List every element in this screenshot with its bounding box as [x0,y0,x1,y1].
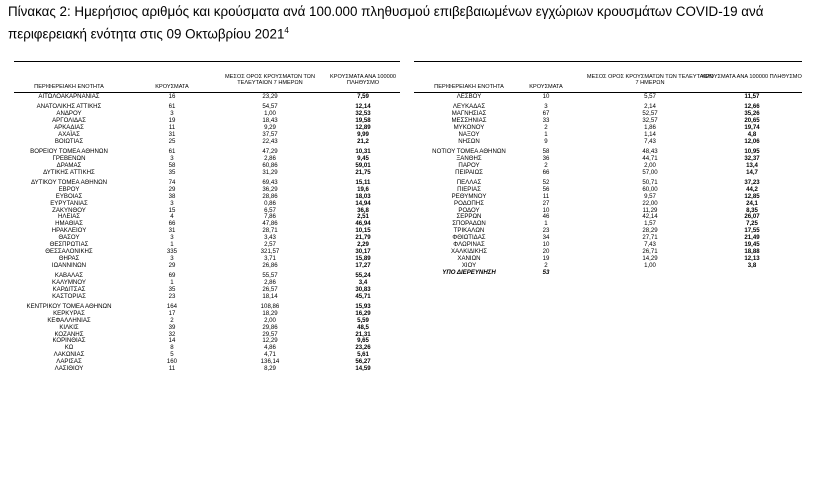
cell-region: ΗΜΑΘΙΑΣ [55,220,83,228]
cell-region: ΦΘΙΩΤΙΔΑΣ [452,234,486,242]
cell-cases: 58 [542,148,550,156]
cell-cases: 23 [168,292,176,300]
cell-cases: 2 [544,123,548,131]
right-header-cases: ΚΡΟΥΣΜΑΤΑ [529,84,563,90]
cell-avg-7d: 0,86 [264,199,276,207]
cell-cases: 58 [168,161,176,169]
table-row [0,294,410,301]
cell-region: ΠΙΕΡΙΑΣ [457,185,481,193]
cell-avg-7d: 42,14 [642,213,658,221]
cell-avg-7d: 26,86 [262,261,278,269]
cell-region: ΒΟΙΩΤΙΑΣ [54,137,84,145]
cell-avg-7d: 32,57 [642,117,658,125]
cell-per-100k: 18,88 [744,247,760,255]
cell-region: ΤΡΙΚΑΛΩΝ [453,227,485,235]
cell-region: ΞΑΝΘΗΣ [456,154,482,162]
table-row [0,214,814,221]
cell-region: ΕΥΡΥΤΑΝΙΑΣ [50,199,88,207]
cell-per-100k: 7,25 [746,220,758,228]
cell-per-100k: 16,29 [355,309,371,317]
cell-cases: 74 [168,179,176,186]
cell-cases: 10 [542,93,550,100]
cell-cases: 19 [168,117,176,125]
table-row [0,201,814,208]
cell-avg-7d: 18,14 [262,292,278,300]
table-row [0,228,814,235]
cell-per-100k: 48,5 [357,323,369,331]
table-row [0,194,814,201]
cell-region: ΡΟΔΟΥ [458,206,480,214]
cell-avg-7d: 52,57 [642,110,658,118]
table-row [0,235,814,242]
cell-per-100k: 18,03 [355,192,371,200]
left-header-cases: ΚΡΟΥΣΜΑΤΑ [155,84,189,90]
cell-per-100k: 35,26 [744,110,760,118]
cell-cases: 31 [168,227,176,235]
cell-per-100k: 3,8 [747,261,757,269]
cell-avg-7d: 26,57 [262,285,278,293]
cell-avg-7d: 28,86 [262,192,278,200]
cell-cases: 34 [542,234,550,242]
cell-avg-7d: 1,86 [644,123,656,131]
left-header-region: ΠΕΡΙΦΕΡΕΙΑΚΗ ΕΝΟΤΗΤΑ [34,84,104,90]
cell-cases: 23 [542,227,550,235]
cell-per-100k: 13,4 [746,161,758,169]
cell-avg-7d: 9,29 [264,123,276,131]
cell-region: ΦΛΩΡΙΝΑΣ [453,241,485,249]
cell-avg-7d: 2,86 [264,154,276,162]
cell-avg-7d: 36,29 [262,185,278,193]
cell-per-100k: 12,85 [744,192,760,200]
cell-per-100k: 21,2 [357,137,369,145]
cell-cases: 3 [544,103,548,111]
right-table-body [0,94,814,276]
cell-region: ΛΕΥΚΑΔΑΣ [452,103,486,111]
cell-cases: 19 [542,254,550,262]
cell-cases: 61 [168,103,176,111]
cell-cases: 61 [168,148,176,156]
cell-region: ΧΑΛΚΙΔΙΚΗΣ [451,247,487,255]
cell-cases: 2 [544,161,548,169]
cell-per-100k: 36,8 [357,206,369,214]
cell-avg-7d: 47,86 [262,220,278,228]
table-top-rule-right [414,61,802,62]
cell-cases: 14 [168,337,176,345]
cell-cases: 8 [170,344,174,352]
cell-cases: 3 [170,110,174,118]
cell-per-100k: 21,49 [744,234,760,242]
cell-avg-7d: 1,00 [264,110,276,118]
cell-avg-7d: 2,86 [264,278,276,286]
table-row [0,156,814,163]
cell-region: ΚΕΦΑΛΛΗΝΙΑΣ [47,316,91,324]
cell-cases: 15 [168,206,176,214]
cell-cases: 29 [168,185,176,193]
cell-avg-7d: 22,43 [262,137,278,145]
cell-per-100k: 30,17 [355,247,371,255]
cell-cases: 17 [168,309,176,317]
cell-per-100k: 19,74 [744,123,760,131]
cell-per-100k: 9,99 [357,130,369,138]
table-title-text: Πίνακας 2: Ημερήσιος αριθμός και κρούσματα ανά 100.000 πληθυσμού επιβεβαιωμένων εγχώριων κρουσμάτων COVID-19 ανά περιφερειακή ενότητα στις 09 Οκτωβρίου 2021 [8,4,764,42]
cell-per-100k: 8,35 [746,206,758,214]
table-row [0,146,814,156]
cell-avg-7d: 321,57 [260,247,280,255]
cell-region: ΝΗΣΩΝ [458,137,480,145]
table-row [0,139,814,146]
cell-per-100k: 32,53 [355,110,371,118]
cell-avg-7d: 3,71 [264,254,276,262]
cell-avg-7d: 28,29 [642,227,658,235]
table-row [0,249,814,256]
cell-region: ΘΕΣΣΑΛΟΝΙΚΗΣ [45,247,93,255]
cell-region: ΜΑΓΝΗΣΙΑΣ [451,110,487,118]
cell-region: ΕΥΒΟΙΑΣ [55,192,83,200]
cell-per-100k: 11,57 [744,93,760,100]
cell-region: ΠΕΛΛΑΣ [456,179,482,186]
cell-avg-7d: 28,71 [262,227,278,235]
cell-avg-7d: 37,57 [262,130,278,138]
cell-per-100k: 46,94 [355,220,371,228]
cell-avg-7d: 5,57 [644,93,656,100]
cell-cases: 53 [542,268,550,276]
cell-per-100k: 19,6 [357,185,369,193]
cell-cases: 10 [542,241,550,249]
cell-region: ΚΕΝΤΡΙΚΟΥ ΤΟΜΕΑ ΑΘΗΝΩΝ [26,302,112,310]
cell-avg-7d: 57,00 [642,168,658,176]
cell-cases: 3 [170,154,174,162]
cell-per-100k: 21,79 [355,234,371,242]
cell-avg-7d: 8,29 [264,364,276,372]
cell-per-100k: 45,71 [355,292,371,300]
cell-per-100k: 14,94 [355,199,371,207]
cell-cases: 35 [168,168,176,176]
title-footnote-marker: 4 [284,26,289,35]
cell-avg-7d: 7,43 [644,137,656,145]
cell-avg-7d: 1,00 [644,261,656,269]
cell-cases: 36 [542,154,550,162]
table-row [0,111,814,118]
cell-cases: 25 [168,137,176,145]
cell-cases: 52 [542,179,550,186]
cell-per-100k: 9,65 [357,337,369,345]
cell-cases: 46 [542,213,550,221]
cell-region: ΚΑΣΤΟΡΙΑΣ [52,292,86,300]
cell-cases: 11 [168,123,176,131]
cell-region: ΚΑΒΑΛΑΣ [54,271,84,279]
table-row [0,208,814,215]
cell-cases: 29 [168,261,176,269]
cell-cases: 2 [544,261,548,269]
cell-region: ΚΕΡΚΥΡΑΣ [53,309,85,317]
cell-per-100k: 19,45 [744,241,760,249]
right-header-per100k: ΚΡΟΥΣΜΑΤΑ ΑΝΑ 100000 ΠΛΗΘΥΣΜΟ [702,74,802,80]
left-header-avg: ΜΕΣΟΣ ΟΡΟΣ ΚΡΟΥΣΜΑΤΩΝ ΤΩΝ ΤΕΛΕΥΤΑΙΩΝ 7 ΗΜΕΡΩΝ [225,74,315,87]
cell-cases: 10 [542,206,550,214]
cell-per-100k: 4,8 [747,130,757,138]
cell-region: ΚΟΖΑΝΗΣ [54,330,84,338]
table-top-rule-left [14,61,400,62]
cell-region: ΛΑΚΩΝΙΑΣ [53,351,85,359]
cell-cases: 9 [544,137,548,145]
cell-cases: 11 [542,192,550,200]
table-row [0,177,814,187]
right-header-region: ΠΕΡΙΦΕΡΕΙΑΚΗ ΕΝΟΤΗΤΑ [434,84,504,90]
cell-per-100k: 55,24 [355,271,371,279]
table-row [0,221,814,228]
cell-avg-7d: 12,29 [262,337,278,345]
cell-region: ΧΑΝΙΩΝ [457,254,481,262]
table-row [0,270,814,277]
cell-region: ΚΙΛΚΙΣ [59,323,79,331]
cell-avg-7d: 69,43 [262,179,278,186]
cell-per-100k: 2,51 [357,213,369,221]
table-row [0,132,814,139]
cell-region: ΑΝΑΤΟΛΙΚΗΣ ΑΤΤΙΚΗΣ [36,103,102,111]
cell-per-100k: 10,95 [744,148,760,156]
cell-region: ΠΕΙΡΑΙΩΣ [455,168,483,176]
cell-avg-7d: 23,29 [262,93,278,100]
cell-cases: 5 [170,351,174,359]
right-header-avg: ΜΕΣΟΣ ΟΡΟΣ ΚΡΟΥΣΜΑΤΩΝ ΤΩΝ ΤΕΛΕΥΤΑΙΩΝ 7 ΗΜΕΡΩΝ [586,74,714,87]
cell-per-100k: 14,59 [355,364,371,372]
cell-per-100k: 9,45 [357,154,369,162]
cell-cases: 3 [170,234,174,242]
cell-per-100k: 5,59 [357,316,369,324]
table-row [0,125,814,132]
cell-avg-7d: 3,43 [264,234,276,242]
cell-avg-7d: 27,71 [642,234,658,242]
cell-avg-7d: 54,57 [262,103,278,111]
cell-region: ΔΥΤΙΚΟΥ ΤΟΜΕΑ ΑΘΗΝΩΝ [30,179,108,186]
cell-avg-7d: 108,86 [260,302,280,310]
cell-region: ΛΕΣΒΟΥ [456,93,482,100]
cell-avg-7d: 7,43 [644,241,656,249]
cell-avg-7d: 1,57 [644,220,656,228]
cell-region: ΛΑΡΙΣΑΣ [56,358,82,366]
cell-region: ΒΟΡΕΙΟΥ ΤΟΜΕΑ ΑΘΗΝΩΝ [30,148,108,156]
cell-per-100k: 30,83 [355,285,371,293]
cell-avg-7d: 60,86 [262,161,278,169]
cell-region: ΣΠΟΡΑΔΩΝ [452,220,486,228]
cell-avg-7d: 22,00 [642,199,658,207]
cell-cases: 335 [166,247,178,255]
cell-per-100k: 10,31 [355,148,371,156]
cell-region: ΡΟΔΟΠΗΣ [454,199,484,207]
cell-cases: 69 [168,271,176,279]
cell-avg-7d: 6,57 [264,206,276,214]
cell-per-100k: 26,07 [744,213,760,221]
cell-per-100k: 37,23 [744,179,760,186]
cell-cases: 16 [168,93,176,100]
cell-avg-7d: 4,86 [264,344,276,352]
cell-cases: 38 [168,192,176,200]
cell-cases: 3 [170,199,174,207]
cell-avg-7d: 136,14 [260,358,280,366]
cell-cases: 20 [542,247,550,255]
cell-region: ΗΡΑΚΛΕΙΟΥ [51,227,87,235]
cell-region: ΚΟΡΙΝΘΙΑΣ [52,337,86,345]
table-row [0,187,814,194]
cell-per-100k: 56,27 [355,358,371,366]
table-title [8,2,808,43]
cell-per-100k: 5,61 [357,351,369,359]
cell-cases: 2 [170,316,174,324]
cell-avg-7d: 50,71 [642,179,658,186]
cell-avg-7d: 29,86 [262,323,278,331]
cell-avg-7d: 11,29 [642,206,658,214]
table-row [0,366,410,373]
cell-region: ΖΑΚΥΝΘΟΥ [52,206,86,214]
cell-cases: 31 [168,130,176,138]
cell-cases: 4 [170,213,174,221]
cell-per-100k: 12,89 [355,123,371,131]
cell-per-100k: 32,37 [744,154,760,162]
cell-cases: 35 [168,285,176,293]
cell-cases: 1 [544,220,548,228]
cell-avg-7d: 18,43 [262,117,278,125]
cell-region: ΑΡΓΟΛΙΔΑΣ [52,117,86,125]
cell-region: ΚΩ [64,344,74,352]
cell-region: ΑΙΤΩΛΟΑΚΑΡΝΑΝΙΑΣ [38,93,100,100]
cell-region: ΓΡΕΒΕΝΩΝ [52,154,86,162]
cell-region: ΝΟΤΙΟΥ ΤΟΜΕΑ ΑΘΗΝΩΝ [432,148,506,156]
cell-per-100k: 21,31 [355,330,371,338]
table-row [0,163,814,170]
cell-per-100k: 12,13 [744,254,760,262]
cell-per-100k: 24,1 [746,199,758,207]
cell-region: ΘΑΣΟΥ [58,234,80,242]
table-row [0,94,814,101]
cell-avg-7d: 1,14 [644,130,656,138]
cell-region: ΣΕΡΡΩΝ [456,213,482,221]
cell-per-100k: 14,7 [746,168,758,176]
cell-avg-7d: 29,57 [262,330,278,338]
table-row [0,170,814,177]
cell-per-100k: 59,01 [355,161,371,169]
cell-region: ΔΡΑΜΑΣ [56,161,82,169]
cell-cases: 3 [170,254,174,262]
cell-cases: 66 [168,220,176,228]
cell-cases: 32 [168,330,176,338]
cell-region: ΑΡΚΑΔΙΑΣ [54,123,84,131]
cell-region: ΛΑΣΙΘΙΟΥ [54,364,84,372]
cell-region: ΑΝΔΡΟΥ [56,110,82,118]
cell-per-100k: 2,29 [357,241,369,249]
cell-avg-7d: 55,57 [262,271,278,279]
table-row [0,118,814,125]
cell-per-100k: 12,14 [355,103,371,111]
cell-cases: 27 [542,199,550,207]
cell-cases: 164 [166,302,178,310]
cell-cases: 1 [170,278,174,286]
cell-avg-7d: 14,29 [642,254,658,262]
cell-avg-7d: 2,14 [644,103,656,111]
cell-cases: 33 [542,117,550,125]
cell-region: ΚΑΛΥΜΝΟΥ [52,278,86,286]
cell-region: ΡΕΘΥΜΝΟΥ [451,192,487,200]
cell-per-100k: 3,4 [358,278,368,286]
cell-per-100k: 17,55 [744,227,760,235]
cell-cases: 160 [166,358,178,366]
cell-per-100k: 15,11 [355,179,371,186]
cell-avg-7d: 31,29 [262,168,278,176]
cell-per-100k: 19,58 [355,117,371,125]
cell-region: ΕΒΡΟΥ [58,185,80,193]
table-row [0,263,814,270]
cell-avg-7d: 18,29 [262,309,278,317]
cell-avg-7d: 60,00 [642,185,658,193]
cell-per-100k: 12,06 [744,137,760,145]
cell-cases: 66 [542,168,550,176]
left-header-per100k: ΚΡΟΥΣΜΑΤΑ ΑΝΑ 100000 ΠΛΗΘΥΣΜΟ [330,74,396,87]
cell-region: ΘΕΣΠΡΩΤΙΑΣ [49,241,89,249]
cell-region: ΙΩΑΝΝΙΝΩΝ [51,261,87,269]
cell-per-100k: 17,27 [355,261,371,269]
table-row [0,338,410,345]
cell-region: ΥΠΟ ΔΙΕΡΕΥΝΗΣΗ [442,268,496,276]
cell-per-100k: 21,75 [355,168,371,176]
cell-avg-7d: 4,71 [264,351,276,359]
cell-per-100k: 20,65 [744,117,760,125]
cell-cases: 56 [542,185,550,193]
cell-per-100k: 23,26 [355,344,371,352]
cell-region: ΘΗΡΑΣ [58,254,80,262]
cell-region: ΜΥΚΟΝΟΥ [453,123,485,131]
cell-per-100k: 15,89 [355,254,371,262]
cell-per-100k: 12,66 [744,103,760,111]
table-row [0,242,814,249]
cell-cases: 11 [168,364,176,372]
cell-avg-7d: 47,29 [262,148,278,156]
cell-cases: 39 [168,323,176,331]
cell-region: ΔΥΤΙΚΗΣ ΑΤΤΙΚΗΣ [43,168,95,176]
cell-region: ΚΑΡΔΙΤΣΑΣ [52,285,86,293]
cell-avg-7d: 2,57 [264,241,276,249]
cell-cases: 1 [170,241,174,249]
cell-per-100k: 10,15 [355,227,371,235]
table-row [0,256,814,263]
table-row [0,101,814,111]
cell-cases: 1 [544,130,548,138]
cell-region: ΗΛΕΙΑΣ [57,213,81,221]
cell-region: ΜΕΣΣΗΝΙΑΣ [451,117,487,125]
cell-avg-7d: 2,00 [644,161,656,169]
cell-avg-7d: 2,00 [264,316,276,324]
cell-cases: 67 [542,110,550,118]
cell-avg-7d: 7,86 [264,213,276,221]
cell-avg-7d: 26,71 [642,247,658,255]
cell-region: ΧΙΟΥ [461,261,477,269]
cell-avg-7d: 48,43 [642,148,658,156]
cell-per-100k: 15,93 [355,302,371,310]
cell-avg-7d: 9,57 [644,192,656,200]
cell-per-100k: 7,59 [357,93,369,100]
cell-region: ΠΑΡΟΥ [458,161,480,169]
cell-avg-7d: 44,71 [642,154,658,162]
cell-per-100k: 44,2 [746,185,758,193]
cell-region: ΑΧΑΪΑΣ [58,130,80,138]
cell-region: ΝΑΞΟΥ [458,130,480,138]
